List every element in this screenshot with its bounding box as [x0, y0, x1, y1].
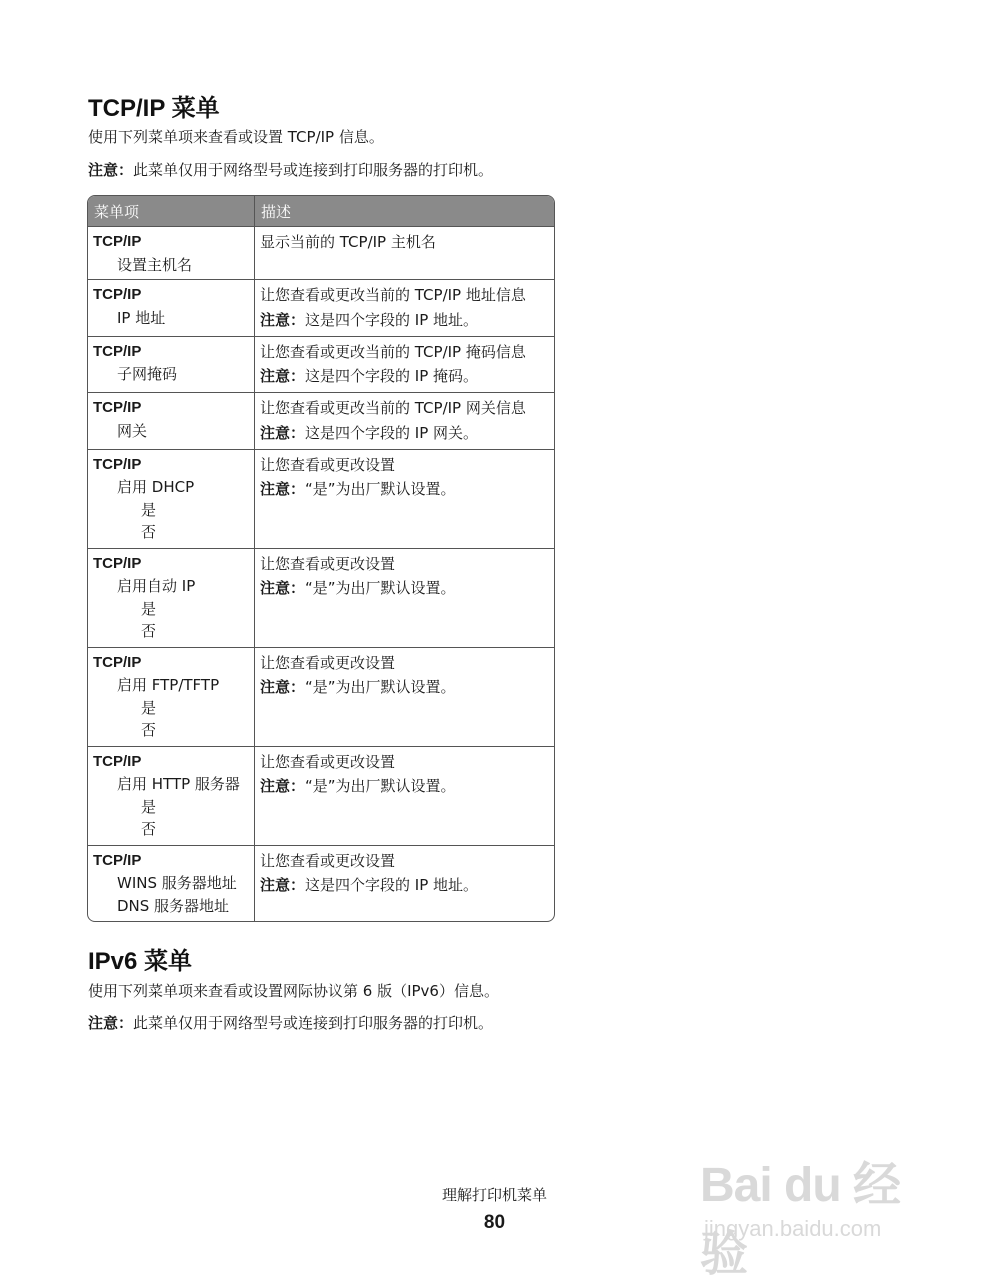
table-row: [88, 648, 554, 747]
menu-category: TCP/IP: [93, 286, 142, 303]
menu-item-cell: [88, 549, 255, 648]
description-cell: [255, 337, 554, 394]
menu-item-name: 启用自动 IP: [117, 577, 196, 595]
menu-item-name: 子网掩码: [117, 365, 178, 383]
menu-option: 否: [141, 721, 157, 739]
description-cell: [255, 648, 554, 747]
note-label: 注意：: [88, 1014, 134, 1032]
description-note: [260, 420, 549, 446]
menu-item-name: 启用 FTP/TFTP: [117, 676, 220, 694]
description-text: 让您查看或更改设置: [260, 653, 396, 672]
note-label: 注意：: [260, 480, 306, 498]
section-note-tcpip: [88, 160, 493, 180]
note-label: 注意：: [88, 161, 134, 179]
menu-item-cell: [88, 450, 255, 549]
section-heading-ipv6: IPv6 菜单: [88, 948, 193, 975]
menu-option: 是: [141, 698, 157, 717]
table-row: [88, 337, 554, 394]
note-label: 注意：: [260, 423, 306, 442]
menu-item-name: IP 地址: [117, 308, 166, 327]
description-text: 让您查看或更改当前的 TCP/IP 网关信息: [260, 399, 526, 417]
menu-option: 是: [141, 797, 157, 816]
menu-category: TCP/IP: [93, 554, 142, 572]
menu-item-cell: [88, 846, 255, 921]
menu-category: TCP/IP: [93, 653, 142, 671]
description-note: [260, 575, 549, 601]
description-text: 让您查看或更改设置: [260, 752, 396, 771]
menu-category: TCP/IP: [93, 455, 142, 473]
table-row: [88, 227, 554, 280]
table-row: [88, 846, 554, 921]
description-note: [260, 872, 549, 898]
section-heading-tcpip: TCP/IP 菜单: [88, 95, 220, 122]
header-menu-item: 菜单项: [88, 196, 255, 227]
note-text: 这是四个字段的 IP 掩码。: [305, 367, 479, 385]
description-note: [260, 363, 549, 389]
tcpip-menu-table: [87, 195, 555, 922]
note-text: “是”为出厂默认设置。: [305, 777, 456, 795]
description-cell: [255, 549, 554, 648]
menu-category: TCP/IP: [93, 399, 142, 416]
description-text: 让您查看或更改设置: [260, 554, 396, 573]
table-header-row: [88, 196, 554, 227]
menu-item-cell: [88, 648, 255, 747]
footer-title: 理解打印机菜单: [441, 1186, 547, 1204]
note-label: 注意：: [260, 777, 306, 795]
section-note-ipv6: [88, 1013, 493, 1033]
menu-option: 否: [141, 820, 157, 838]
watermark-url: jingyan.baidu.com: [704, 1216, 882, 1241]
description-cell: [255, 227, 554, 280]
description-cell: [255, 450, 554, 549]
menu-item-cell: [88, 337, 255, 394]
note-text: 这是四个字段的 IP 地址。: [305, 876, 479, 894]
menu-item-name: 设置主机名: [117, 255, 193, 274]
description-note: [260, 476, 549, 502]
note-text: 这是四个字段的 IP 网关。: [305, 423, 479, 442]
note-label: 注意：: [260, 310, 306, 329]
description-text: 让您查看或更改当前的 TCP/IP 掩码信息: [260, 342, 526, 361]
description-cell: [255, 747, 554, 846]
menu-item-name: 启用 DHCP: [117, 478, 195, 496]
page-number: 80: [483, 1212, 506, 1233]
menu-item-cell: [88, 280, 255, 337]
description-cell: [255, 846, 554, 921]
note-text: “是”为出厂默认设置。: [305, 480, 456, 498]
menu-item-name: 网关: [117, 421, 148, 440]
description-text: 显示当前的 TCP/IP 主机名: [260, 233, 436, 251]
menu-option: 否: [141, 622, 157, 640]
table-row: [88, 280, 554, 337]
menu-item-name: WINS 服务器地址: [117, 874, 237, 892]
note-label: 注意：: [260, 367, 306, 385]
note-text: “是”为出厂默认设置。: [305, 579, 456, 597]
description-cell: [255, 393, 554, 450]
menu-item-name: DNS 服务器地址: [117, 896, 230, 915]
note-text: 此菜单仅用于网络型号或连接到打印服务器的打印机。: [133, 161, 494, 179]
note-label: 注意：: [260, 876, 306, 894]
table-row: [88, 393, 554, 450]
note-text: 这是四个字段的 IP 地址。: [305, 310, 479, 329]
description-note: [260, 773, 549, 799]
menu-category: TCP/IP: [93, 851, 142, 869]
menu-category: TCP/IP: [93, 342, 142, 360]
watermark-logo: Bai du 经验: [700, 1159, 901, 1281]
menu-option: 否: [141, 523, 157, 541]
menu-category: TCP/IP: [93, 752, 142, 770]
menu-option: 是: [141, 500, 157, 519]
menu-item-name: 启用 HTTP 服务器: [117, 775, 240, 793]
menu-option: 是: [141, 599, 157, 618]
description-note: [260, 307, 549, 333]
description-note: [260, 674, 549, 700]
description-text: 让您查看或更改设置: [260, 455, 396, 474]
note-text: “是”为出厂默认设置。: [305, 678, 456, 696]
header-description: 描述: [255, 196, 554, 227]
table-row: [88, 549, 554, 648]
description-cell: [255, 280, 554, 337]
note-text: 此菜单仅用于网络型号或连接到打印服务器的打印机。: [133, 1014, 494, 1032]
note-label: 注意：: [260, 579, 306, 597]
description-text: 让您查看或更改设置: [260, 851, 396, 870]
menu-item-cell: [88, 747, 255, 846]
description-text: 让您查看或更改当前的 TCP/IP 地址信息: [260, 286, 526, 304]
watermark: [700, 1136, 940, 1281]
table-row: [88, 747, 554, 846]
section-intro-ipv6: 使用下列菜单项来查看或设置网际协议第 6 版（IPv6）信息。: [88, 982, 499, 1000]
table-body: [88, 227, 554, 921]
section-intro-tcpip: 使用下列菜单项来查看或设置 TCP/IP 信息。: [88, 128, 384, 146]
note-label: 注意：: [260, 678, 306, 696]
menu-item-cell: [88, 227, 255, 280]
menu-category: TCP/IP: [93, 233, 142, 250]
menu-item-cell: [88, 393, 255, 450]
table-row: [88, 450, 554, 549]
